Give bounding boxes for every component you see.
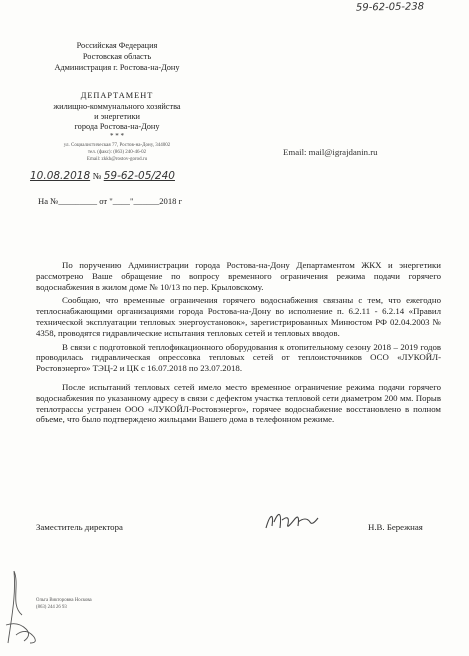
dept-line1: жилищно-коммунального хозяйства <box>53 102 181 111</box>
executor-phone: (863) 244 26 93 <box>36 605 67 610</box>
header-phone: тел. (факс): (863) 240-46-02 <box>87 150 147 155</box>
sender-email: Email: mail@igrajdanin.ru <box>283 147 378 157</box>
header-mail: Email: zkkh@rostov-gorod.ru <box>86 157 148 162</box>
reg-number: 59-62-05/240 <box>103 170 175 182</box>
paragraph-1: По поручению Администрации города Ростова-на-Дону Департаментом ЖКХ и энергетики рассмотрено Ваше обращение по вопросу временного ограничения режима подачи горячего водоснабжения в жилом доме № 10/13 по пер. Крыловскому. <box>36 260 441 292</box>
margin-scribble-icon <box>2 565 42 650</box>
dept-line2: и энергетики <box>94 112 140 121</box>
incoming-stamp: 59-62-05-238 <box>355 1 425 14</box>
executor-name: Ольга Викторовна Носкова <box>36 598 92 603</box>
header-country: Российская Федерация <box>76 41 158 50</box>
reg-no-label: № <box>92 171 102 181</box>
letter-body <box>36 260 441 425</box>
paragraph-4: После испытаний тепловых сетей имело место временное ограничение режима подачи горячего водоснабжения по указанному адресу в связи с дефектом участка тепловой сети диаметром 200 мм. Порыв теплотрассы устранен ООО «ЛУКОЙЛ-Ростовэнерго», горячее водоснабжение восстановлено в полном объеме, что было подтверждено жильцами Вашего дома в телефонном режиме. <box>36 381 441 425</box>
dept-stars: * * * <box>110 132 124 140</box>
signer-name: Н.В. Бережная <box>368 522 423 532</box>
header-region: Ростовская область <box>82 52 152 61</box>
registration-line <box>30 170 175 182</box>
signer-position: Заместитель директора <box>36 522 123 532</box>
header-admin: Администрация г. Ростова-на-Дону <box>54 63 180 72</box>
paragraph-2: Сообщаю, что временные ограничения горячего водоснабжения связаны с тем, что ежегодно теплоснабжающими организациями города Ростова-на-Дону во исполнение п. 6.2.11 - 6.2.14 «Правил технической эксплуатации тепловых энергоустановок», зарегистрированных Минюстом РФ 02.04.2003 № 4358, проводятся гидравлические испытания тепловых сетей и тепловых вводов. <box>36 295 441 338</box>
header-address: ул. Социалистическая 77, Ростов-на-Дону, 344002 <box>63 143 171 148</box>
dept-title: ДЕПАРТАМЕНТ <box>80 91 154 100</box>
paragraph-3: В связи с подготовкой теплофикационного оборудования к отопительному сезону 2018 – 2019 годов проводилась гидравлическая опрессовка тепловых сетей от теплоисточников ОСО «ЛУКОЙЛ-Ростовэнерго» ТЭЦ-2 и ЦК с 16.07.2018 по 23.07.2018. <box>36 341 441 374</box>
reference-line: На №_________ от "____"______2018 г <box>38 196 183 206</box>
dept-line3: города Ростова-на-Дону <box>74 122 160 131</box>
handwritten-signature-icon <box>262 508 322 539</box>
reg-date: 10.08.2018 <box>30 170 91 182</box>
